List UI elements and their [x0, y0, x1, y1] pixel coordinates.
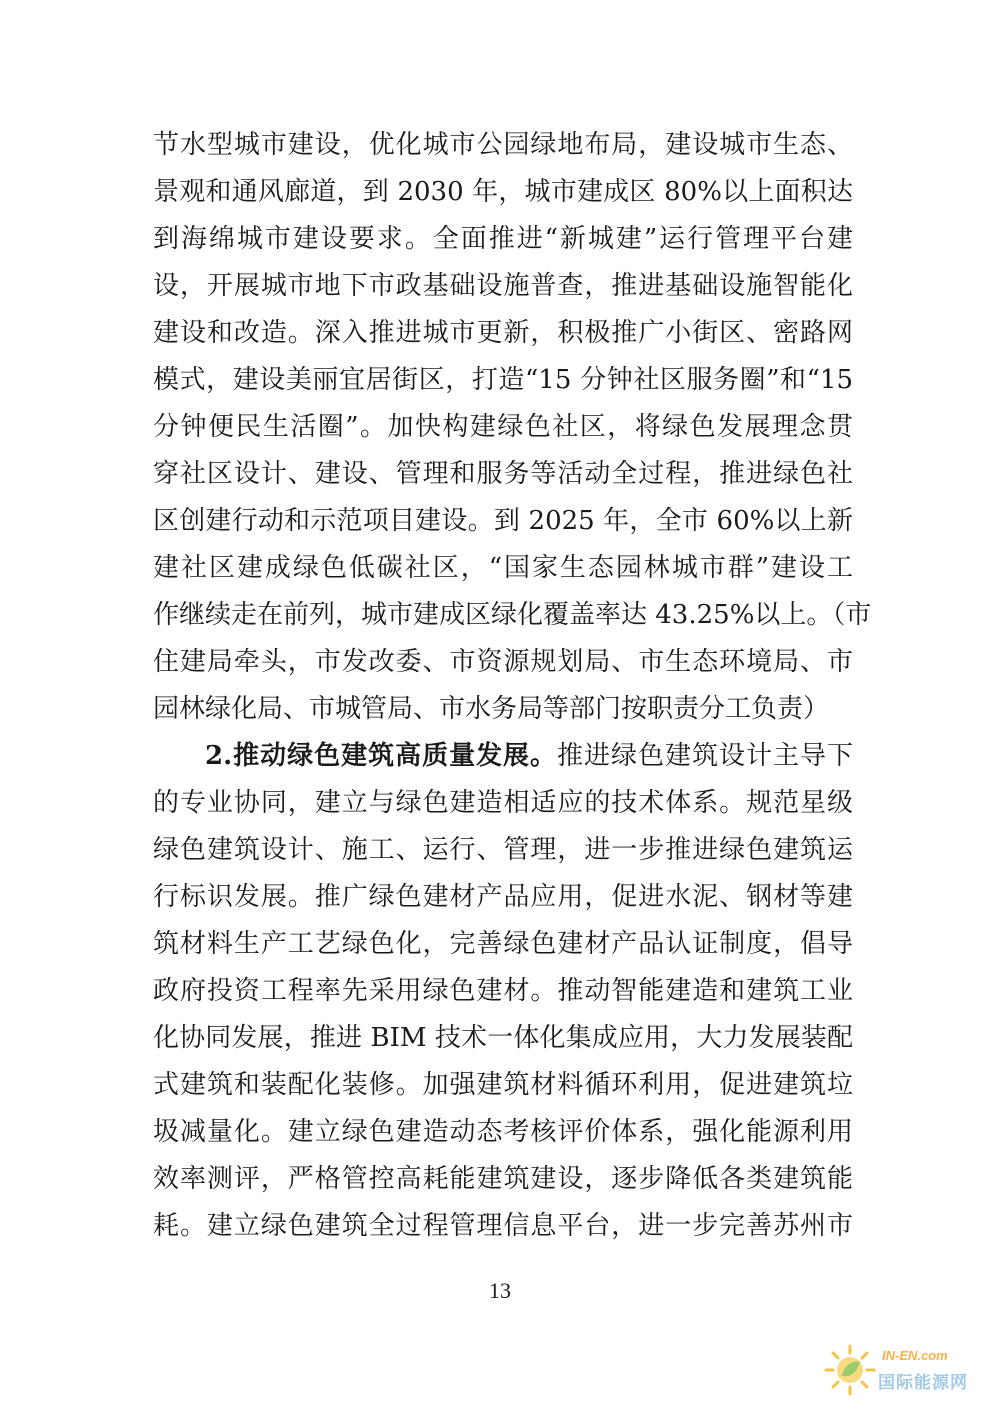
section-line: 圾减量化。建立绿色建造动态考核评价体系，强化能源利用 [153, 1117, 853, 1147]
section-first-line [153, 733, 853, 780]
section-line: 筑材料生产工艺绿色化，完善绿色建材产品认证制度，倡导 [153, 929, 853, 959]
body-line: 园林绿化局、市城管局、市水务局等部门按职责分工负责） [153, 694, 830, 724]
body-line: 到海绵城市建设要求。全面推进“新城建”运行管理平台建 [153, 224, 853, 254]
section-heading: 2.推动绿色建筑高质量发展。 [205, 741, 558, 771]
body-line: 分钟便民生活圈”。加快构建绿色社区，将绿色发展理念贯 [153, 412, 853, 442]
body-line: 模式，建设美丽宜居街区，打造“15 分钟社区服务圈”和“15 [153, 365, 853, 395]
section-line: 行标识发展。推广绿色建材产品应用，促进水泥、钢材等建 [153, 882, 853, 912]
section-line: 的专业协同，建立与绿色建造相适应的技术体系。规范星级 [153, 788, 853, 818]
section-line: 效率测评，严格管控高耗能建筑建设，逐步降低各类建筑能 [153, 1164, 853, 1194]
body-line: 区创建行动和示范项目建设。到 2025 年，全市 60%以上新 [153, 506, 853, 536]
section-first-line-text: 推进绿色建筑设计主导下 [557, 741, 853, 771]
section-line: 绿色建筑设计、施工、运行、管理，进一步推进绿色建筑运 [153, 835, 853, 865]
watermark-en: IN-EN.com [882, 1348, 948, 1363]
watermark-cn: 国际能源网 [878, 1373, 968, 1393]
body-line: 穿社区设计、建设、管理和服务等活动全过程，推进绿色社 [153, 459, 853, 489]
watermark [822, 1340, 982, 1400]
section-line: 政府投资工程率先采用绿色建材。推动智能建造和建筑工业 [153, 976, 853, 1006]
sun-leaf-logo-icon [822, 1342, 878, 1398]
body-line: 节水型城市建设，优化城市公园绿地布局，建设城市生态、 [153, 130, 853, 160]
body-line: 作继续走在前列，城市建成区绿化覆盖率达 43.25%以上。（市 [153, 600, 872, 630]
body-line: 住建局牵头，市发改委、市资源规划局、市生态环境局、市 [153, 647, 853, 677]
body-text [153, 122, 872, 1250]
body-line: 设，开展城市地下市政基础设施普查，推进基础设施智能化 [153, 271, 853, 301]
section-line: 式建筑和装配化装修。加强建筑材料循环利用，促进建筑垃 [153, 1070, 853, 1100]
page-number: 13 [489, 1278, 511, 1303]
body-line: 建设和改造。深入推进城市更新，积极推广小街区、密路网 [153, 318, 853, 348]
section-line: 耗。建立绿色建筑全过程管理信息平台，进一步完善苏州市 [153, 1211, 853, 1241]
body-line: 景观和通风廊道，到 2030 年，城市建成区 80%以上面积达 [153, 177, 853, 207]
section-line: 化协同发展，推进 BIM 技术一体化集成应用，大力发展装配 [153, 1023, 853, 1053]
body-line: 建社区建成绿色低碳社区，“国家生态园林城市群”建设工 [153, 553, 853, 583]
